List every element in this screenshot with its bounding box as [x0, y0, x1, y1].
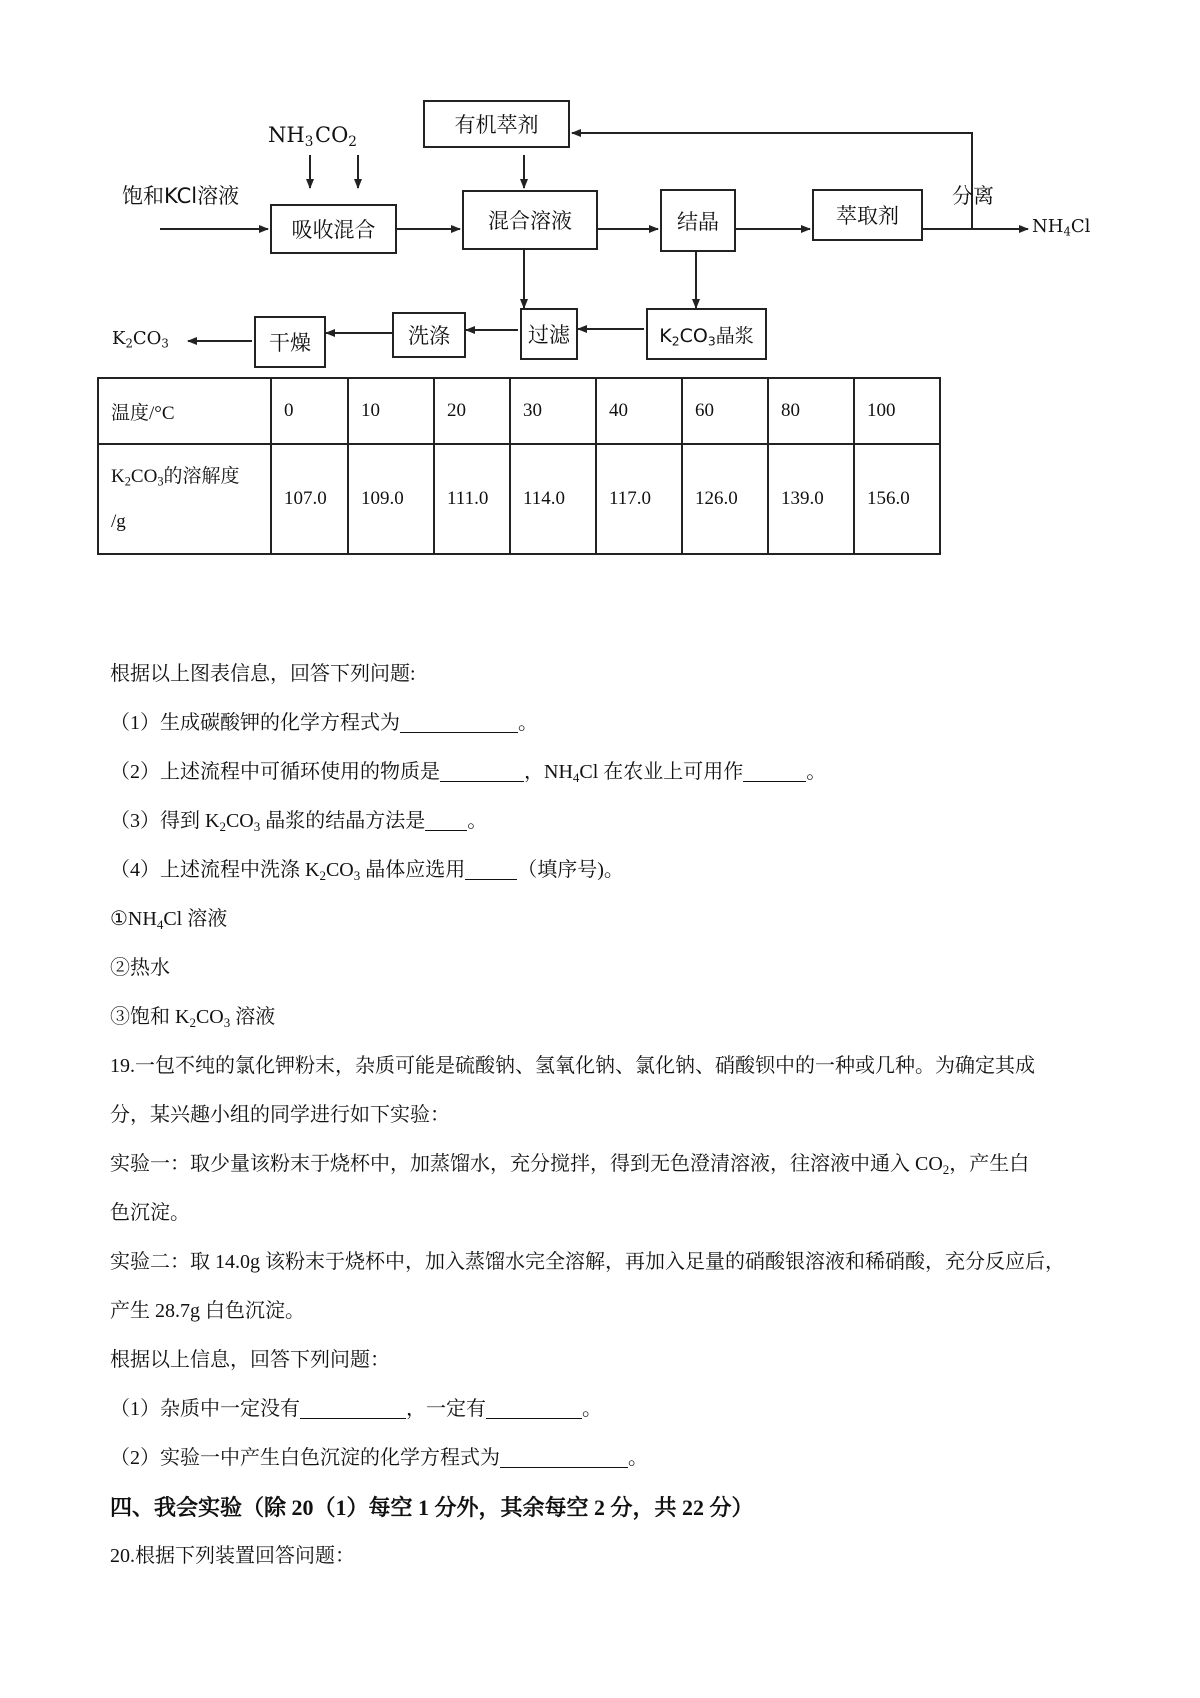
- solubility-cell: 107.0: [271, 444, 348, 554]
- q19-line2: 分，某兴趣小组的同学进行如下实验：: [110, 1104, 450, 1126]
- q19-exp2-cont: 产生 28.7g 白色沉淀。: [110, 1300, 305, 1322]
- temperature-header: 温度/°C: [98, 378, 271, 444]
- answer-blank[interactable]: [440, 761, 524, 782]
- extract-agent-box: [812, 189, 923, 241]
- feed-label: 饱和KCl溶液: [122, 184, 240, 208]
- q19-intro: 根据以上信息，回答下列问题：: [110, 1349, 390, 1371]
- answer-blank[interactable]: [743, 761, 806, 782]
- absorb-mix-box: [270, 204, 397, 254]
- nh3-label: $NH_3$: [268, 123, 314, 151]
- q18-intro: 根据以上图表信息，回答下列问题:: [110, 663, 416, 685]
- q19-part1: （1）杂质中一定没有 ，一定有 。: [110, 1398, 602, 1420]
- q18-part2: （2）上述流程中可循环使用的物质是 ，$NH_4Cl$ 在农业上可用作 。: [110, 761, 827, 785]
- k2co3-slurry-box: [646, 308, 767, 360]
- solubility-cell: 117.0: [596, 444, 682, 554]
- filter-label: 过滤: [528, 323, 570, 347]
- solubility-cell: 114.0: [510, 444, 596, 554]
- k2co3-product-label: $K_2CO_3$: [112, 328, 169, 351]
- solubility-table: [97, 377, 941, 555]
- temperature-row: [98, 378, 940, 444]
- answer-blank[interactable]: [486, 1398, 582, 1419]
- solubility-cell: 139.0: [768, 444, 854, 554]
- temperature-cell: 100: [854, 378, 940, 444]
- solubility-cell: 126.0: [682, 444, 768, 554]
- temperature-cell: 0: [271, 378, 348, 444]
- option-1: $①NH_4Cl$ 溶液: [110, 908, 228, 932]
- solubility-row: [98, 444, 940, 554]
- solubility-cell: 109.0: [348, 444, 434, 554]
- q19-line1: 19.一包不纯的氯化钾粉末，杂质可能是硫酸钠、氢氧化钠、氯化钠、硝酸钡中的一种或几种。为确定其成: [110, 1055, 1035, 1077]
- process-flowchart: [110, 100, 1110, 380]
- nh4cl-product-label: $NH_4Cl$: [1032, 216, 1091, 239]
- solubility-cell: 156.0: [854, 444, 940, 554]
- q19-part2: （2）实验一中产生白色沉淀的化学方程式为 。: [110, 1447, 648, 1469]
- answer-blank[interactable]: [465, 859, 517, 880]
- q19-exp2: 实验二：取 14.0g 该粉末于烧杯中，加入蒸馏水完全溶解，再加入足量的硝酸银溶液和稀硝酸，充分反应后，: [110, 1251, 1065, 1273]
- answer-blank[interactable]: [300, 1398, 406, 1419]
- option-2: ②热水: [110, 957, 170, 979]
- wash-label: 洗涤: [408, 324, 450, 348]
- q18-part4: （4）上述流程中洗涤 $K_2CO_3$ 晶体应选用 （填序号)。: [110, 859, 624, 883]
- temperature-cell: 40: [596, 378, 682, 444]
- q18-part3: （3）得到 $K_2CO_3$ 晶浆的结晶方法是 。: [110, 810, 488, 834]
- answer-blank[interactable]: [425, 810, 467, 831]
- temperature-cell: 20: [434, 378, 510, 444]
- mixed-solution-box: [462, 190, 598, 250]
- wash-box: [392, 312, 466, 358]
- temperature-cell: 10: [348, 378, 434, 444]
- answer-blank[interactable]: [400, 712, 518, 733]
- crystallize-box: [660, 189, 736, 252]
- q18-part1: （1）生成碳酸钾的化学方程式为 。: [110, 712, 538, 734]
- separate-label: 分离: [952, 184, 994, 208]
- absorb-mix-label: 吸收混合: [291, 218, 376, 242]
- temperature-cell: 30: [510, 378, 596, 444]
- solubility-header: $K_2CO_3$的溶解度 /g: [98, 444, 271, 554]
- crystallize-label: 结晶: [677, 209, 719, 234]
- temperature-cell: 80: [768, 378, 854, 444]
- q19-exp1-cont: 色沉淀。: [110, 1202, 190, 1224]
- q19-exp1: 实验一：取少量该粉末于烧杯中，加蒸馏水，充分搅拌，得到无色澄清溶液，往溶液中通入 $CO_2$，产生白: [110, 1153, 1030, 1177]
- extractant-label: 有机萃剂: [454, 113, 539, 137]
- mixed-solution-label: 混合溶液: [488, 209, 572, 233]
- option-3: ③饱和 $K_2CO_3$ 溶液: [110, 1006, 276, 1030]
- filter-box: [520, 308, 578, 360]
- temperature-cell: 60: [682, 378, 768, 444]
- question-text: [110, 650, 1110, 1581]
- q20-prompt: 20.根据下列装置回答问题：: [110, 1545, 355, 1567]
- k2co3-slurry-label: $K_2CO_3$晶浆: [659, 324, 754, 349]
- answer-blank[interactable]: [500, 1447, 628, 1468]
- dry-box: [254, 316, 326, 368]
- dry-label: 干燥: [269, 331, 311, 355]
- solubility-cell: 111.0: [434, 444, 510, 554]
- extract-agent-label: 萃取剂: [836, 204, 899, 228]
- co2-label: $CO_2$: [315, 123, 357, 151]
- section-4-heading: 四、我会实验（除 20（1）每空 1 分外，其余每空 2 分，共 22 分）: [110, 1495, 754, 1520]
- extractant-box: [423, 100, 570, 148]
